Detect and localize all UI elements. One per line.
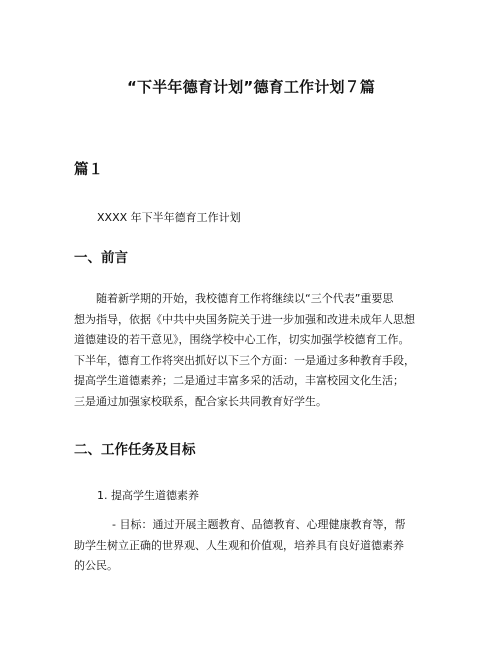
paragraph-line: 提高学生道德素养；二是通过丰富多采的活动，丰富校园文化生活； bbox=[74, 374, 404, 387]
paragraph-line: 想为指导，依据《中共中央国务院关于进一步加强和改进未成年人思想 bbox=[74, 312, 415, 326]
paragraph-line: 随着新学期的开始，我校德育工作将继续以“三个代表”重要思 bbox=[96, 292, 394, 305]
heading-tasks-and-goals: 二、工作任务及目标 bbox=[74, 442, 196, 458]
paragraph-line: - 目标：通过开展主题教育、品德教育、心理健康教育等，帮 bbox=[112, 518, 406, 531]
paragraph-line: 三是通过加强家校联系，配合家长共同教育好学生。 bbox=[74, 394, 327, 408]
section-title: 篇１ bbox=[74, 162, 103, 178]
item-title: 1. 提高学生道德素养 bbox=[97, 489, 199, 502]
preface-paragraph bbox=[74, 289, 444, 412]
item-paragraph bbox=[74, 515, 444, 577]
paragraph-line: 的公民。 bbox=[74, 559, 118, 572]
document-title: “下半年德育计划”德育工作计划７篇 bbox=[126, 78, 376, 96]
plan-subtitle: XXXX 年下半年德育工作计划 bbox=[97, 211, 241, 224]
paragraph-line: 助学生树立正确的世界观、人生观和价值观，培养具有良好道德素养 bbox=[74, 538, 404, 552]
paragraph-line: 下半年，德育工作将突出抓好以下三个方面：一是通过多种教育手段， bbox=[74, 353, 415, 367]
heading-preface: 一、前言 bbox=[74, 250, 128, 266]
paragraph-line: 道德建设的若干意见》，围绕学校中心工作，切实加强学校德育工作。 bbox=[74, 333, 410, 346]
